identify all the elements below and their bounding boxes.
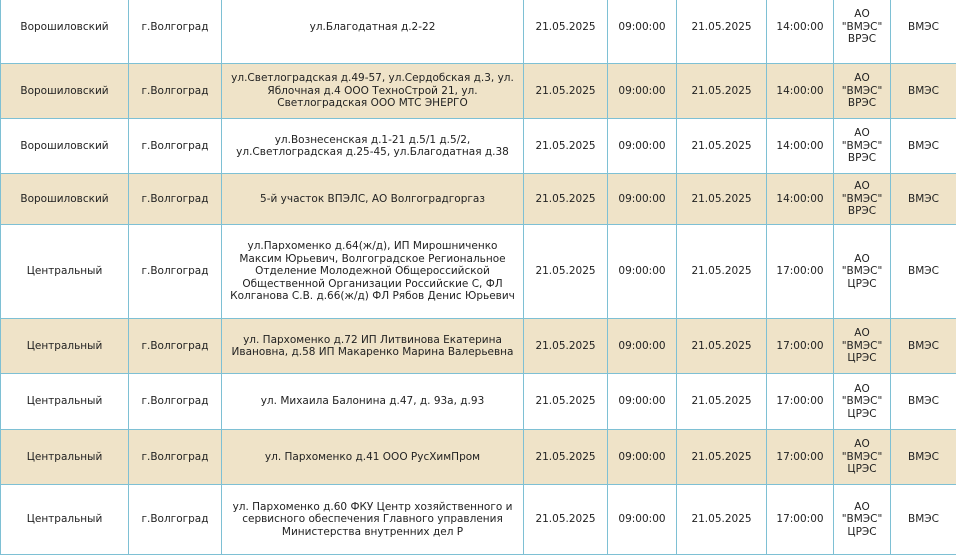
network-cell — [834, 225, 891, 319]
network-line: "ВМЭС" — [838, 193, 886, 206]
end-date-cell: 21.05.2025 — [677, 225, 767, 319]
start-time-cell: 09:00:00 — [608, 0, 677, 64]
end-time-cell: 14:00:00 — [767, 64, 834, 119]
table-row — [1, 225, 956, 319]
network-line: "ВМЭС" — [838, 21, 886, 34]
network-line: АО — [838, 501, 886, 514]
network-line: "ВМЭС" — [838, 265, 886, 278]
network-line: ЦРЭС — [838, 278, 886, 291]
district-cell: Ворошиловский — [1, 0, 129, 64]
network-line: АО — [838, 180, 886, 193]
city-cell: г.Волгоград — [129, 64, 222, 119]
network-line: АО — [838, 72, 886, 85]
start-time-cell: 09:00:00 — [608, 64, 677, 119]
end-time-cell: 14:00:00 — [767, 174, 834, 225]
end-time-cell: 17:00:00 — [767, 225, 834, 319]
start-date-cell: 21.05.2025 — [524, 430, 608, 485]
end-date-cell: 21.05.2025 — [677, 119, 767, 174]
end-date-cell: 21.05.2025 — [677, 374, 767, 430]
start-date-cell: 21.05.2025 — [524, 225, 608, 319]
district-cell: Центральный — [1, 225, 129, 319]
city-cell: г.Волгоград — [129, 319, 222, 374]
end-time-cell: 17:00:00 — [767, 319, 834, 374]
table-row — [1, 119, 956, 174]
city-cell: г.Волгоград — [129, 374, 222, 430]
start-date-cell: 21.05.2025 — [524, 0, 608, 64]
network-cell — [834, 319, 891, 374]
city-cell: г.Волгоград — [129, 485, 222, 555]
network-cell — [834, 174, 891, 225]
city-cell: г.Волгоград — [129, 119, 222, 174]
network-line: АО — [838, 8, 886, 21]
end-date-cell: 21.05.2025 — [677, 174, 767, 225]
city-cell: г.Волгоград — [129, 430, 222, 485]
end-time-cell: 17:00:00 — [767, 485, 834, 555]
network-line: АО — [838, 438, 886, 451]
network-line: "ВМЭС" — [838, 451, 886, 464]
district-cell: Центральный — [1, 485, 129, 555]
network-line: ЦРЭС — [838, 408, 886, 421]
address-cell: ул.Светлоградская д.49-57, ул.Сердобская д.3, ул. Яблочная д.4 ООО ТехноСтрой 21, ул. Светлоградская ООО МТС ЭНЕРГО — [222, 64, 524, 119]
company-cell: ВМЭС — [891, 485, 956, 555]
district-cell: Центральный — [1, 374, 129, 430]
start-time-cell: 09:00:00 — [608, 485, 677, 555]
company-cell: ВМЭС — [891, 64, 956, 119]
address-cell: ул. Михаила Балонина д.47, д. 93а, д.93 — [222, 374, 524, 430]
start-date-cell: 21.05.2025 — [524, 174, 608, 225]
network-line: "ВМЭС" — [838, 513, 886, 526]
table-row — [1, 319, 956, 374]
end-time-cell: 14:00:00 — [767, 119, 834, 174]
company-cell: ВМЭС — [891, 374, 956, 430]
network-cell — [834, 485, 891, 555]
address-cell: ул.Вознесенская д.1-21 д.5/1 д.5/2, ул.Светлоградская д.25-45, ул.Благодатная д.38 — [222, 119, 524, 174]
city-cell: г.Волгоград — [129, 225, 222, 319]
company-cell: ВМЭС — [891, 225, 956, 319]
end-date-cell: 21.05.2025 — [677, 485, 767, 555]
district-cell: Ворошиловский — [1, 174, 129, 225]
district-cell: Ворошиловский — [1, 119, 129, 174]
address-cell: 5-й участок ВПЭЛС, АО Волгоградгоргаз — [222, 174, 524, 225]
end-time-cell: 17:00:00 — [767, 430, 834, 485]
start-time-cell: 09:00:00 — [608, 225, 677, 319]
district-cell: Центральный — [1, 319, 129, 374]
network-line: ВРЭС — [838, 152, 886, 165]
start-date-cell: 21.05.2025 — [524, 119, 608, 174]
network-line: АО — [838, 383, 886, 396]
network-cell — [834, 119, 891, 174]
table-row — [1, 485, 956, 555]
start-time-cell: 09:00:00 — [608, 174, 677, 225]
start-date-cell: 21.05.2025 — [524, 485, 608, 555]
city-cell: г.Волгоград — [129, 174, 222, 225]
address-cell: ул.Благодатная д.2-22 — [222, 0, 524, 64]
table-row — [1, 64, 956, 119]
district-cell: Центральный — [1, 430, 129, 485]
network-line: ЦРЭС — [838, 352, 886, 365]
end-date-cell: 21.05.2025 — [677, 430, 767, 485]
end-date-cell: 21.05.2025 — [677, 0, 767, 64]
company-cell: ВМЭС — [891, 319, 956, 374]
address-cell: ул. Пархоменко д.41 ООО РусХимПром — [222, 430, 524, 485]
start-time-cell: 09:00:00 — [608, 430, 677, 485]
network-cell — [834, 64, 891, 119]
table-row — [1, 174, 956, 225]
company-cell: ВМЭС — [891, 0, 956, 64]
table-row — [1, 374, 956, 430]
end-date-cell: 21.05.2025 — [677, 64, 767, 119]
city-cell: г.Волгоград — [129, 0, 222, 64]
company-cell: ВМЭС — [891, 119, 956, 174]
network-line: "ВМЭС" — [838, 340, 886, 353]
start-time-cell: 09:00:00 — [608, 319, 677, 374]
company-cell: ВМЭС — [891, 174, 956, 225]
network-line: "ВМЭС" — [838, 395, 886, 408]
network-line: ВРЭС — [838, 33, 886, 46]
end-time-cell: 17:00:00 — [767, 374, 834, 430]
end-date-cell: 21.05.2025 — [677, 319, 767, 374]
network-line: ЦРЭС — [838, 526, 886, 539]
table-row — [1, 0, 956, 64]
start-date-cell: 21.05.2025 — [524, 64, 608, 119]
start-date-cell: 21.05.2025 — [524, 319, 608, 374]
start-date-cell: 21.05.2025 — [524, 374, 608, 430]
network-line: ВРЭС — [838, 97, 886, 110]
network-line: АО — [838, 127, 886, 140]
district-cell: Ворошиловский — [1, 64, 129, 119]
address-cell: ул.Пархоменко д.64(ж/д), ИП Мирошниченко Максим Юрьевич, Волгоградское Региональное Отделение Молодежной Общероссийской Общественной Организации Российские С, ФЛ Колганова С.В. д.66(ж/д) ФЛ Рябов Денис Юрьевич — [222, 225, 524, 319]
company-cell: ВМЭС — [891, 430, 956, 485]
start-time-cell: 09:00:00 — [608, 374, 677, 430]
network-cell — [834, 374, 891, 430]
network-line: ВРЭС — [838, 205, 886, 218]
network-cell — [834, 0, 891, 64]
address-cell: ул. Пархоменко д.72 ИП Литвинова Екатерина Ивановна, д.58 ИП Макаренко Марина Валерьевна — [222, 319, 524, 374]
network-line: ЦРЭС — [838, 463, 886, 476]
end-time-cell: 14:00:00 — [767, 0, 834, 64]
address-cell: ул. Пархоменко д.60 ФКУ Центр хозяйственного и сервисного обеспечения Главного управления Министерства внутренних дел Р — [222, 485, 524, 555]
network-line: АО — [838, 253, 886, 266]
network-line: "ВМЭС" — [838, 85, 886, 98]
start-time-cell: 09:00:00 — [608, 119, 677, 174]
table-row — [1, 430, 956, 485]
network-cell — [834, 430, 891, 485]
network-line: АО — [838, 327, 886, 340]
network-line: "ВМЭС" — [838, 140, 886, 153]
